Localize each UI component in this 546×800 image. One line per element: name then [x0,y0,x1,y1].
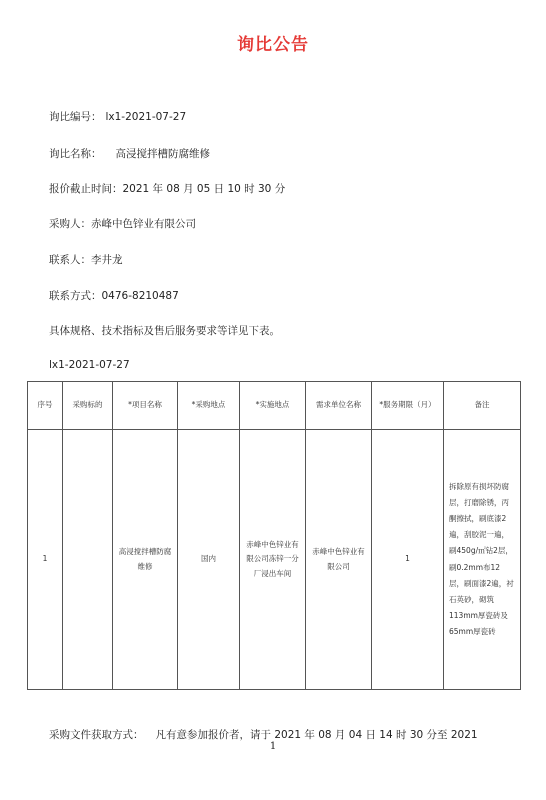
field-value: 李井龙 [91,254,123,266]
field-value: 赤峰中色锌业有限公司 [91,218,196,230]
column-header: 采购标的 [63,382,113,430]
table-cell-remark: 拆除原有损坏防腐层，打磨除锈，丙酮擦拭，刷底漆2遍，刮胶泥一遍，刷450g/㎡钻2层，刷0.2mm布12层，刷面漆2遍，衬石英砂，砌筑113mm厚瓷砖及65mm厚瓷砖 [444,430,521,690]
field-value: 2021 年 08 月 05 日 10 时 30 分 [122,183,286,195]
field-phone [49,288,179,303]
field-bid-name [49,146,210,161]
table-row [28,430,521,690]
field-label: 联系方式： [49,290,102,302]
column-header: 备注 [444,382,521,430]
page-number: 1 [269,741,277,752]
column-header: *项目名称 [113,382,178,430]
column-header: *服务期限（月） [372,382,444,430]
field-value: 0476-8210487 [101,290,179,302]
field-label: 报价截止时间： [49,183,123,195]
spec-note: 具体规格、技术指标及售后服务要求等详见下表。 [49,325,280,337]
field-label: 联系人： [49,254,91,266]
table-header-row [28,382,521,430]
field-contact [49,252,123,267]
table-cell: 高浸搅拌槽防腐维修 [113,430,178,690]
page-title: 询比公告 [237,35,309,55]
table-code: lx1-2021-07-27 [49,359,130,371]
footer-label: 采购文件获取方式： [49,729,144,741]
table-cell: 赤峰中色锌业有限公司 [306,430,372,690]
footer-text: 凡有意参加报价者，请于 2021 年 08 月 04 日 14 时 30 分至 2021 [155,729,478,741]
column-header: 序号 [28,382,63,430]
field-label: 采购人： [49,218,91,230]
field-purchaser [49,216,196,231]
field-label: 询比名称： [49,148,102,160]
column-header: *采购地点 [178,382,240,430]
field-bid-number [49,109,186,124]
field-value: lx1-2021-07-27 [105,111,187,123]
column-header: 需求单位名称 [306,382,372,430]
column-header: *实施地点 [240,382,306,430]
table-cell: 1 [372,430,444,690]
table-cell: 国内 [178,430,240,690]
procurement-doc-method [49,727,478,742]
table-cell [63,430,113,690]
requirements-table [27,381,521,690]
table-cell: 赤峰中色锌业有限公司冻锌一分厂浸出车间 [240,430,306,690]
field-label: 询比编号： [49,111,102,123]
table-cell: 1 [28,430,63,690]
field-deadline [49,181,285,196]
field-value: 高浸搅拌槽防腐维修 [115,148,210,160]
